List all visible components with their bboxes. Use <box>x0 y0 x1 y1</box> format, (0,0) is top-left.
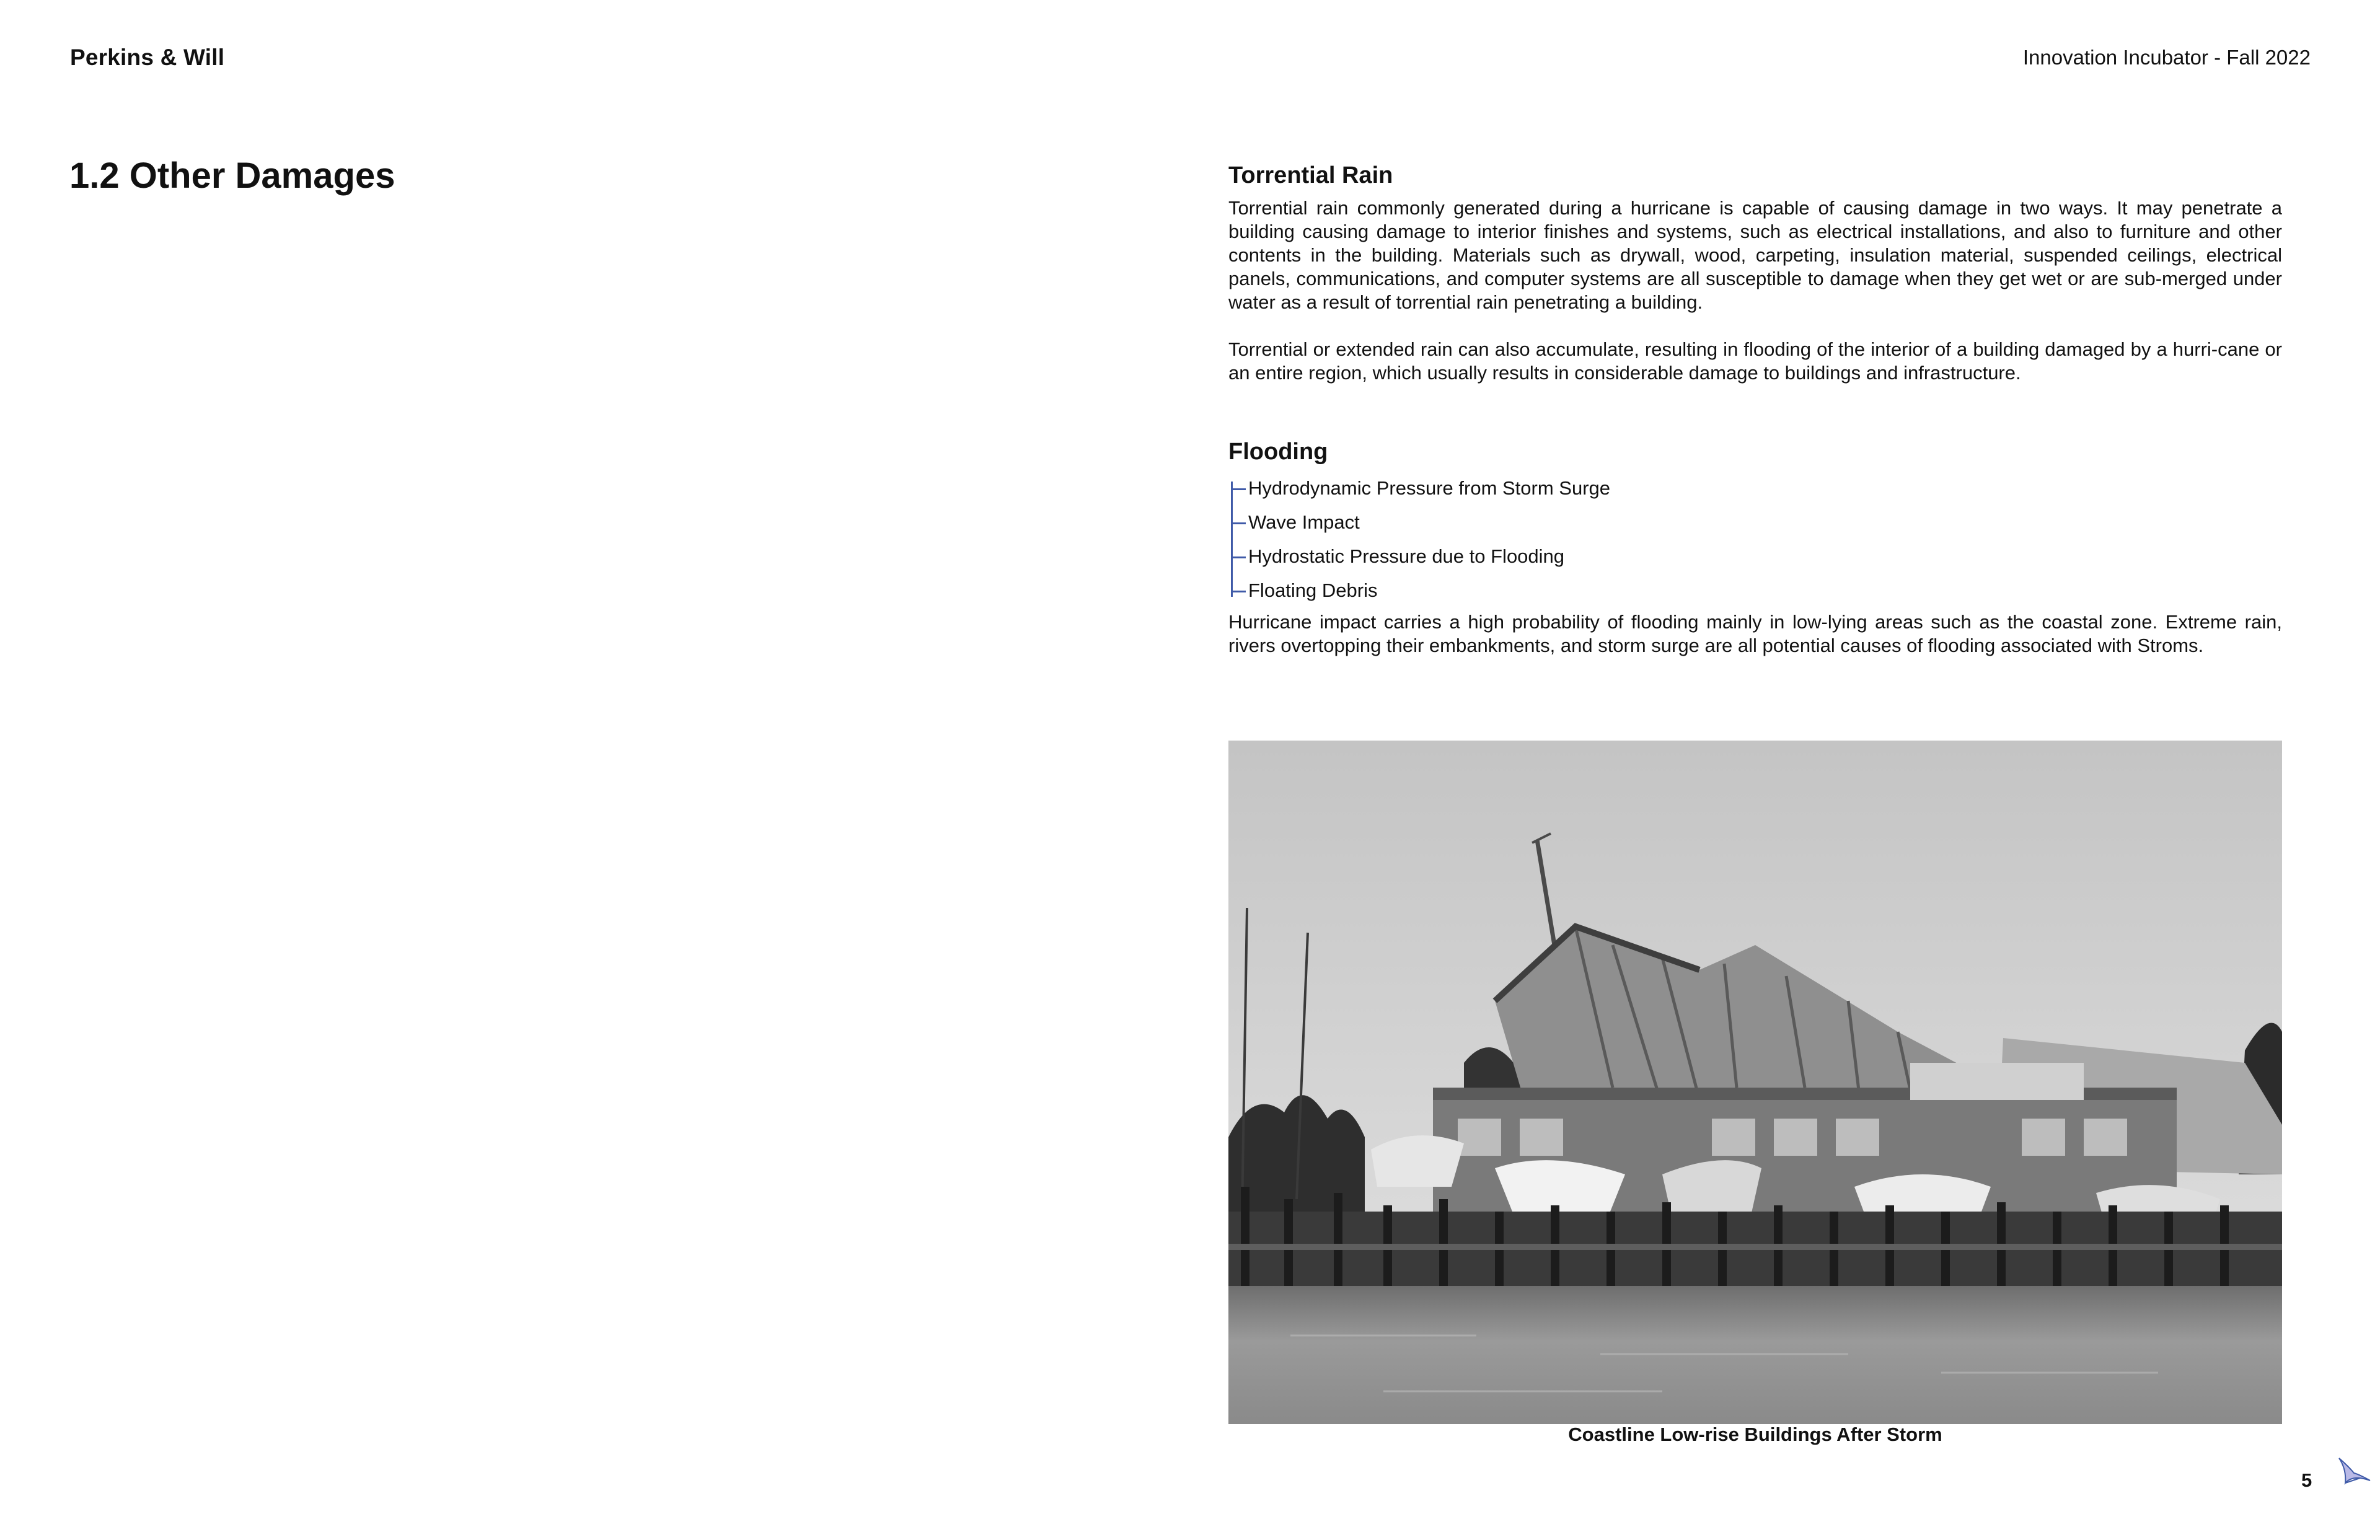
torrential-rain-paragraph-2: Torrential or extended rain can also accumulate, resulting in flooding of the interior of a building damaged by a hurri-cane or an entire region, which usually results in considerable damage to buildings and infrastructure. <box>1228 338 2282 384</box>
torrential-rain-paragraph-1: Torrential rain commonly generated during a hurricane is capable of causing damage in two ways. It may penetrate a building causing damage to interior finishes and systems, such as electrical installations, and also to furniture and other contents in the building. Materials such as drywall, wood, carpeting, insulation material, suspended ceilings, electrical panels, communications, and computer systems are all susceptible to damage when they get wet or are sub-merged under water as a result of torrential rain penetrating a building. <box>1228 197 2282 313</box>
flooding-paragraph: Hurricane impact carries a high probability of flooding mainly in low-lying areas such as the coastal zone. Extreme rain, rivers overtopping their embankments, and storm surge are all potential causes of flooding associated with Stroms. <box>1228 611 2282 656</box>
list-item: Floating Debris <box>1248 579 2282 613</box>
flooding-title: Flooding <box>1228 439 1328 465</box>
flooding-causes-list <box>1228 477 2282 613</box>
flooding-section <box>1228 439 2282 658</box>
brand-name: Perkins & Will <box>70 45 225 70</box>
torrential-rain-title: Torrential Rain <box>1228 162 1393 188</box>
list-item: Hydrodynamic Pressure from Storm Surge <box>1248 477 2282 511</box>
page-title: 1.2 Other Damages <box>69 156 395 196</box>
torrential-rain-section <box>1228 162 2282 385</box>
figure-caption: Coastline Low-rise Buildings After Storm <box>1568 1423 1942 1445</box>
page-number: 5 <box>2301 1469 2312 1491</box>
bird-logo-icon <box>2335 1456 2373 1488</box>
list-item: Wave Impact <box>1248 511 2282 545</box>
storm-damage-photo <box>1228 741 2282 1424</box>
list-item: Hydrostatic Pressure due to Flooding <box>1248 545 2282 579</box>
publication-title: Innovation Incubator - Fall 2022 <box>2022 46 2311 69</box>
